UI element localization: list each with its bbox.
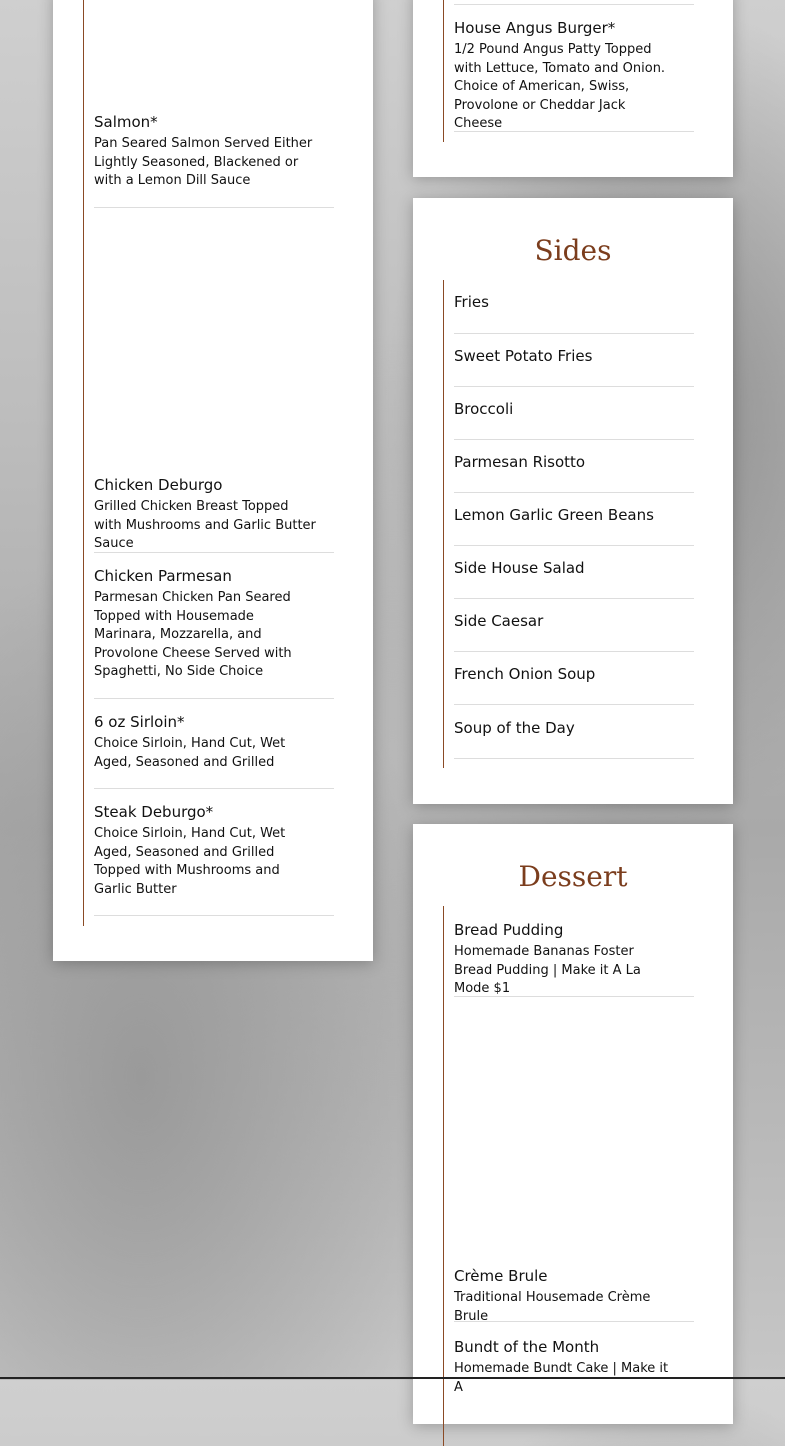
- side-item-name: Side Caesar: [454, 612, 544, 630]
- dessert-list: [443, 906, 704, 1446]
- menu-item-description: Homemade Bundt Cake | Make it A: [454, 1361, 669, 1395]
- menu-item-name: Bundt of the Month: [454, 1338, 600, 1356]
- side-item-side-caesar: [454, 611, 694, 652]
- menu-item-description: Parmesan Chicken Pan Seared Topped with Housemade Marinara, Mozzarella, and Provolone Cheese Served with Spaghetti, No Side Choice: [94, 590, 292, 679]
- sides-list: [443, 280, 704, 768]
- side-item-name: Parmesan Risotto: [454, 453, 586, 471]
- bottom-edge-line: [0, 1377, 785, 1379]
- menu-item-chicken-deburgo: [94, 475, 334, 553]
- dessert-heading: Dessert: [518, 860, 628, 893]
- side-item-side-house-salad: [454, 558, 694, 599]
- menu-item-name: Crème Brule: [454, 1267, 548, 1285]
- sides-card: [413, 198, 733, 804]
- top-divider: [454, 0, 694, 5]
- menu-item-sirloin: [94, 712, 334, 789]
- entrees-card: [53, 0, 373, 961]
- side-item-name: Broccoli: [454, 400, 514, 418]
- side-item-name: Lemon Garlic Green Beans: [454, 506, 654, 524]
- menu-item-name: Chicken Deburgo: [94, 476, 223, 494]
- menu-item-description: Homemade Bananas Foster Bread Pudding | Make it A La Mode $1: [454, 944, 641, 996]
- menu-item-description: Choice Sirloin, Hand Cut, Wet Aged, Seasoned and Grilled Topped with Mushrooms and Garlic Butter: [94, 826, 286, 897]
- side-item-broccoli: [454, 399, 694, 440]
- menu-item-house-angus-burger: [454, 18, 694, 132]
- side-item-name: Sweet Potato Fries: [454, 347, 593, 365]
- side-item-sweet-potato-fries: [454, 346, 694, 387]
- menu-item-creme-brule: [454, 1266, 694, 1322]
- menu-item-steak-deburgo: [94, 802, 334, 916]
- menu-item-description: Grilled Chicken Breast Topped with Mushrooms and Garlic Butter Sauce: [94, 499, 316, 551]
- menu-item-name: 6 oz Sirloin*: [94, 713, 185, 731]
- side-item-name: Fries: [454, 293, 489, 311]
- menu-item-salmon: [94, 112, 334, 208]
- side-item-lemon-garlic-green-beans: [454, 505, 694, 546]
- side-item-name: Soup of the Day: [454, 719, 575, 737]
- entrees-list: [83, 0, 344, 926]
- menu-item-description: Choice Sirloin, Hand Cut, Wet Aged, Seasoned and Grilled: [94, 736, 286, 770]
- side-item-french-onion-soup: [454, 664, 694, 705]
- menu-item-chicken-parmesan: [94, 566, 334, 699]
- sides-heading: Sides: [534, 234, 612, 267]
- menu-item-name: House Angus Burger*: [454, 19, 616, 37]
- side-item-name: Side House Salad: [454, 559, 585, 577]
- burgers-card: [413, 0, 733, 177]
- menu-item-name: Chicken Parmesan: [94, 567, 232, 585]
- side-item-soup-of-the-day: [454, 718, 694, 759]
- menu-item-name: Bread Pudding: [454, 921, 564, 939]
- burgers-list: [443, 0, 704, 142]
- dessert-card: [413, 824, 733, 1424]
- menu-item-name: Salmon*: [94, 113, 158, 131]
- menu-item-bread-pudding: [454, 920, 694, 997]
- side-item-fries: [454, 292, 694, 334]
- menu-item-description: 1/2 Pound Angus Patty Topped with Lettuce, Tomato and Onion. Choice of American, Swiss, Provolone or Cheddar Jack Cheese: [454, 42, 666, 131]
- menu-item-description: Traditional Housemade Crème Brule: [454, 1290, 651, 1324]
- side-item-parmesan-risotto: [454, 452, 694, 493]
- menu-item-name: Steak Deburgo*: [94, 803, 214, 821]
- menu-item-description: Pan Seared Salmon Served Either Lightly Seasoned, Blackened or with a Lemon Dill Sauce: [94, 136, 313, 188]
- side-item-name: French Onion Soup: [454, 665, 596, 683]
